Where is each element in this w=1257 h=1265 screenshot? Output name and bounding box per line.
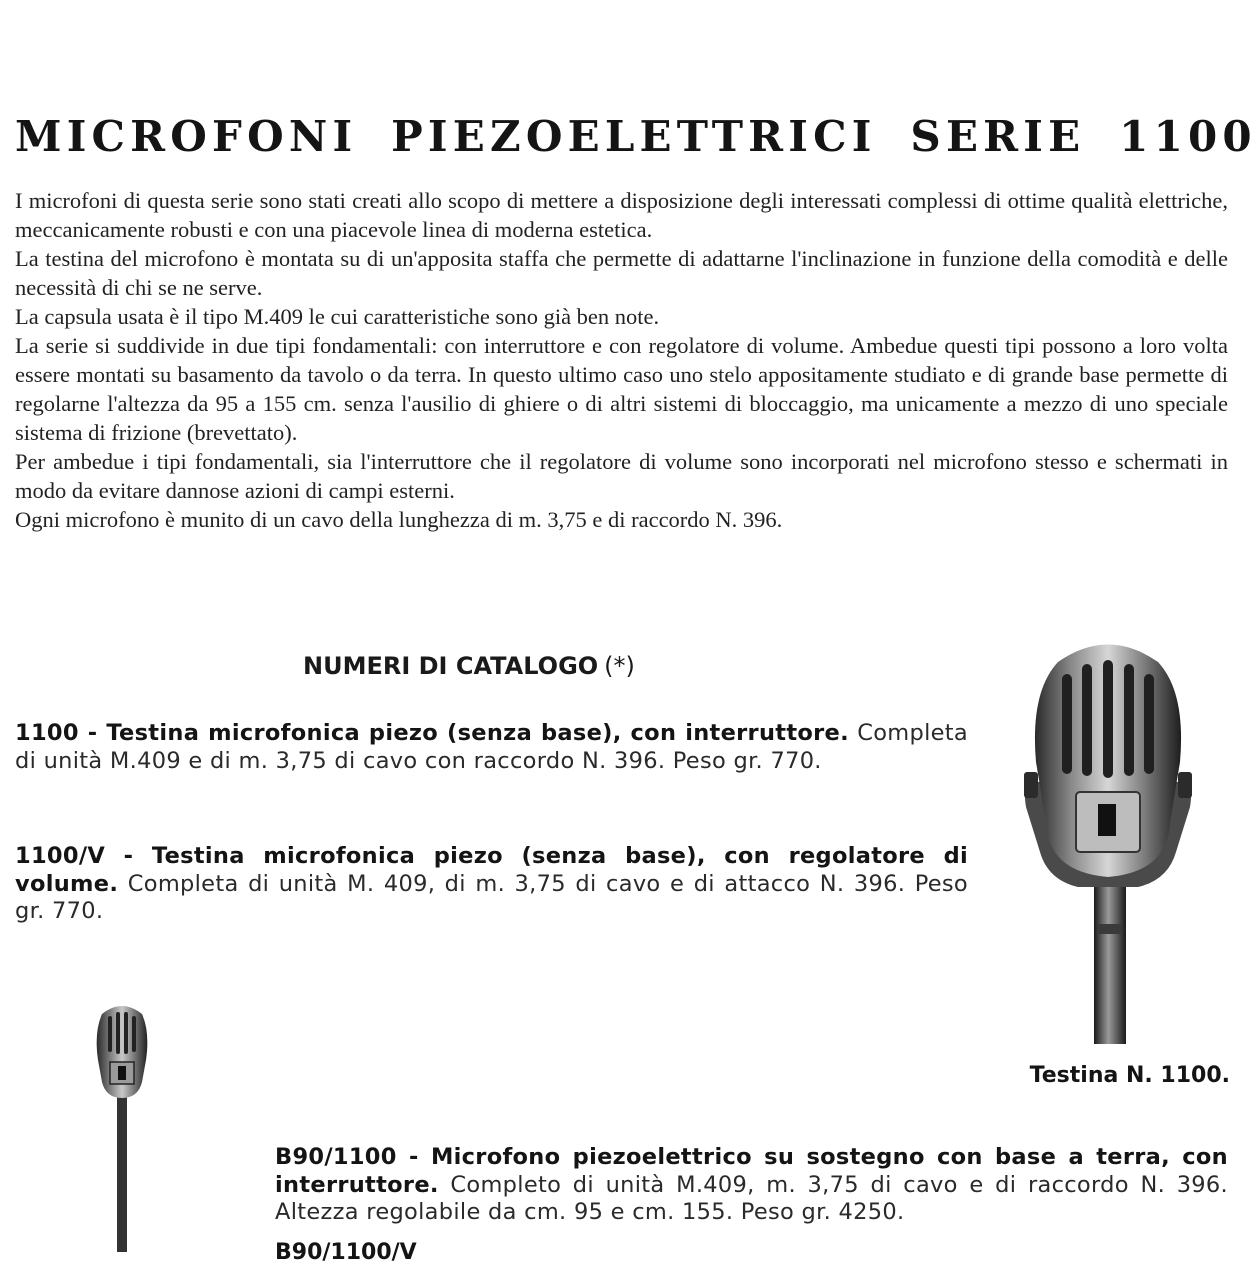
catalog-entry-1100-v: [15, 843, 968, 926]
catalog-separator: -: [105, 843, 152, 869]
intro-paragraph: La serie si suddivide in due tipi fondamentali: con interruttore e con regolatore di volume. Ambedue questi tipi possono a loro volta essere montati su basamento da tavolo o da terra. In questo ultimo caso uno stelo appositamente studiato e di grande base permette di regolarne l'altezza da 95 a 155 cm. senza l'ausilio di ghiere o di altri sistemi di bloccaggio, ma unicamente a mezzo di uno speciale sistema di frizione (brevettato).: [15, 333, 1228, 445]
intro-paragraph: Per ambedue i tipi fondamentali, sia l'interruttore che il regolatore di volume sono incorporati nel microfono stesso e schermati in modo da evitare dannose azioni di campi esterni.: [15, 449, 1228, 503]
catalog-entry-1100: [15, 720, 968, 775]
catalog-description: Completo di unità M.409, m. 3,75 di cavo e di raccordo N. 396. Altezza regolabile da cm. 95 e cm. 155. Peso gr. 4250.: [275, 1171, 1228, 1225]
catalog-code: 1100: [15, 720, 79, 746]
catalog-description: Completa di unità M.409 e di m. 3,75 di cavo con raccordo N. 396. Peso gr. 770.: [15, 720, 969, 774]
catalog-code: 1100/V: [15, 843, 106, 869]
next-entry-fragment: B90/1100/V: [275, 1240, 417, 1265]
microphone-head-photo: [1018, 632, 1198, 1044]
catalog-entry-b90-1100: [275, 1144, 1228, 1227]
intro-paragraph: La capsula usata è il tipo M.409 le cui caratteristiche sono già ben note.: [15, 304, 660, 329]
photo-caption: Testina N. 1100.: [1029, 1063, 1230, 1088]
catalog-separator: -: [78, 720, 107, 746]
catalog-code: B90/1100: [275, 1144, 397, 1170]
intro-paragraph: La testina del microfono è montata su di un'apposita staffa che permette di adattarne l'inclinazione in funzione della comodità e delle necessità di chi se ne serve.: [15, 246, 1228, 300]
catalog-heading: [303, 652, 635, 680]
microphone-stand-photo: [88, 1002, 156, 1252]
page-title: MICROFONI PIEZOELETTRICI SERIE 1100: [15, 112, 1257, 161]
catalog-description: Completa di unità M. 409, di m. 3,75 di cavo e di attacco N. 396. Peso gr. 770.: [15, 870, 968, 924]
catalog-lead: Microfono piezoelettrico su sostegno con base a terra, con interruttore.: [275, 1144, 1229, 1198]
intro-paragraph: I microfoni di questa serie sono stati creati allo scopo di mettere a disposizione degli interessati complessi di ottime qualità elettriche, meccanicamente robusti e con una piacevole linea di moderna estetica.: [15, 188, 1228, 242]
intro-paragraph: Ogni microfono è munito di un cavo della lunghezza di m. 3,75 e di raccordo N. 396.: [15, 507, 783, 532]
catalog-heading-text: NUMERI DI CATALOGO: [303, 652, 599, 680]
catalog-lead: Testina microfonica piezo (senza base), con regolatore di volume.: [15, 843, 968, 897]
catalog-separator: -: [396, 1144, 431, 1170]
catalog-lead: Testina microfonica piezo (senza base), con interruttore.: [106, 720, 849, 746]
catalog-heading-note: (*): [604, 652, 635, 680]
intro-text: [15, 186, 1228, 534]
